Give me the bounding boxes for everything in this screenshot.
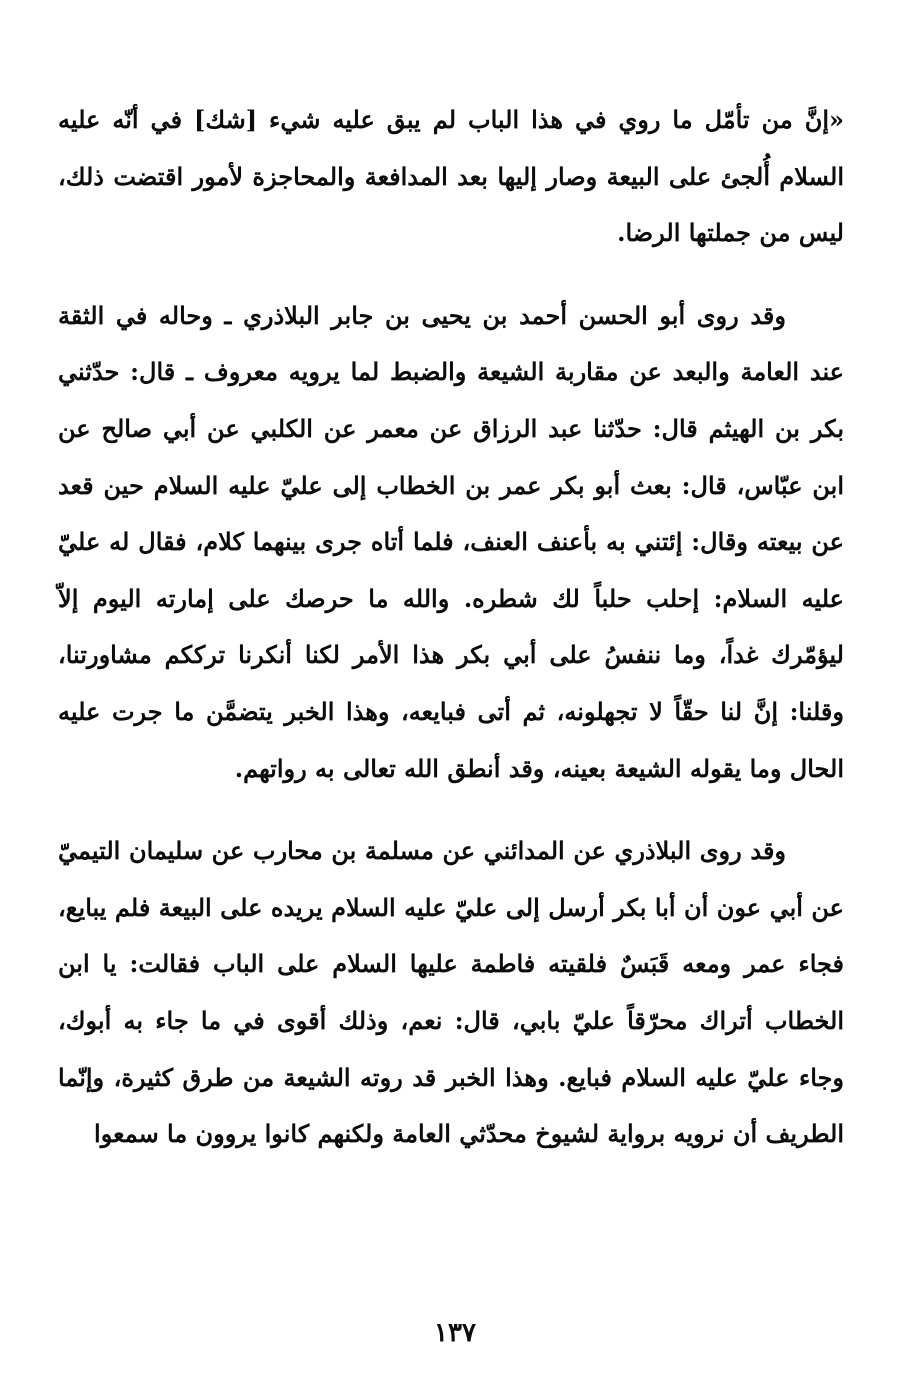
- page-body: [58, 92, 844, 1292]
- paragraph-madaini-narration: وقد روى البلاذري عن المدائني عن مسلمة بن محارب عن سليمان التيميّ عن أبي عون أن أبا بكر أرسل إلى عليّ عليه السلام يريده على البيعة فلم يبايع، فجاء عمر ومعه قَبَسٌ فلقيته فاطمة عليها السلام على الباب فقالت: يا ابن الخطاب أتراك محرّقاً عليّ بابي، قال: نعم، وذلك أقوى في ما جاء به أبوك، وجاء عليّ عليه السلام فبايع. وهذا الخبر قد روته الشيعة من طرق كثيرة، وإنّما الطريف أن نرويه برواية لشيوخ محدّثي العامة ولكنهم كانوا يروون ما سمعوا: [58, 836, 844, 1149]
- page-number: ١٣٧: [434, 1318, 476, 1348]
- paragraph-quote: «إنَّ من تأمّل ما روي في هذا الباب لم يبق عليه شيء [شك] في أنّه عليه السلام أُلجئ على البيعة وصار إليها بعد المدافعة والمحاجزة لأمور اقتضت ذلك، ليس من جملتها الرضا.: [58, 105, 844, 248]
- paragraph-baladhuri-narration: وقد روى أبو الحسن أحمد بن يحيى بن جابر البلاذري ـ وحاله في الثقة عند العامة والبعد عن مقاربة الشيعة والضبط لما يرويه معروف ـ قال: حدّثني بكر بن الهيثم قال: حدّثنا عبد الرزاق عن معمر عن الكلبي عن أبي صالح عن ابن عبّاس، قال: بعث أبو بكر عمر بن الخطاب إلى عليّ عليه السلام حين قعد عن بيعته وقال: إئتني به بأعنف العنف، فلما أتاه جرى بينهما كلام، فقال له عليّ عليه السلام: إحلب حلباً لك شطره. والله ما حرصك على إمارته اليوم إلاّ ليؤمّرك غداً، وما ننفسُ على أبي بكر هذا الأمر لكنا أنكرنا ترككم مشاورتنا، وقلنا: إنَّ لنا حقّاً لا تجهلونه، ثم أتى فبايعه، وهذا الخبر يتضمَّن ما جرت عليه الحال وما يقوله الشيعة بعينه، وقد أنطق الله تعالى به رواتهم.: [58, 300, 845, 783]
